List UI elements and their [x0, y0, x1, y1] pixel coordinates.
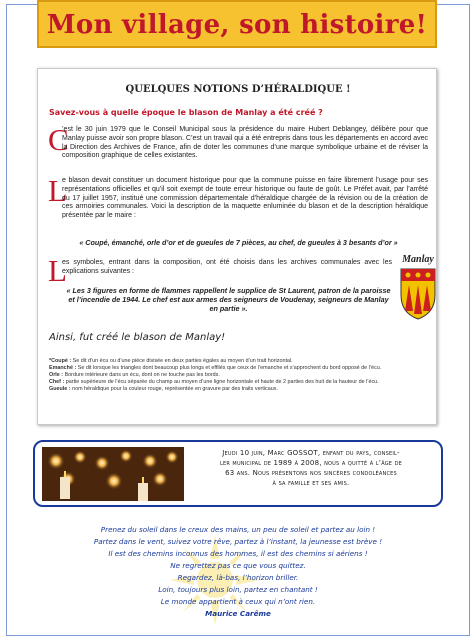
conclusion-line: Ainsi, fut créé le blason de Manlay!	[49, 332, 226, 343]
poem	[0, 524, 476, 620]
definition-item: Orle : Bordure intérieure dans un écu, dont on ne touche pas les bords.	[49, 372, 220, 378]
obituary-line: ler municipal de 1989 à 2008, nous a quitté à l’âge de	[219, 459, 403, 467]
obituary-line: Jeudi 10 juin, Marc GOSSOT, enfant du pays, conseil-	[222, 449, 400, 457]
title-banner	[37, 0, 437, 48]
poem-line: Loin, toujours plus loin, partez en chantant !	[158, 585, 318, 594]
poem-line: Prenez du soleil dans le creux des mains, un peu de soleil et partez au loin !	[100, 525, 376, 534]
poem-line: Partez dans le vent, suivez votre rêve, partez à l’instant, la jeunesse est brève !	[93, 537, 383, 546]
obituary-line: 63 ans. Nous présentons nos sincères condoléances	[225, 469, 397, 477]
definition-item: *Coupé : Se dit d’un écu ou d’une pièce divisée en deux parties égales au moyen d’un trait horizontal.	[49, 358, 293, 364]
symbols-explanation: « Les 3 figures en forme de flammes rappellent le supplice de St Laurent, patron de la paroisse et l’incendie de 1944. Le chef est aux armes des seigneurs de Voudenay, seigneurs de Manlay en partie ».	[66, 286, 391, 313]
candles-icon	[42, 447, 184, 501]
poem-line: Regardez, là-bas, l’horizon briller.	[177, 573, 299, 582]
section-title: QUELQUES NOTIONS D’HÉRALDIQUE !	[125, 84, 351, 95]
obituary-text	[188, 448, 434, 488]
definitions-list	[49, 358, 419, 393]
page-title: Mon village, son histoire!	[46, 10, 428, 40]
shield-icon	[396, 267, 440, 321]
definition-item: Emanché : Se dit lorsque les triangles dont beaucoup plus longs et effilés que ceux de l’emanche et s’approchent du bord opposé de l’écu.	[49, 365, 382, 371]
dropcap-3: L	[48, 253, 67, 288]
definition-item: Gueule : nom héraldique pour la couleur rouge, représentée en gravure par des traits verticaux.	[49, 386, 278, 392]
paragraph-2: e blason devait constituer un document historique pour que la commune puisse en faire librement l’usage pour ses représentations officielles et qu’il soit exempt de toute erreur historique ou faute de goût. Le Préfet avait, par l’arrêté du 17 juillet 1957, institué une commission départementale d’héraldique chargée de la révision ou de la création de ces armoiries communales. Voici la description de la maquette enluminée du blason et de la description héraldique présentée par le maire :	[62, 177, 428, 220]
dropcap-2: L	[48, 173, 67, 208]
paragraph-1: ’est le 30 juin 1979 que le Conseil Municipal sous la présidence du maire Hubert Deblangey, délibère pour que Manlay puisse avoir son propre blason. C’est un travail qui a été entrepris dans tous les départements en accord avec la Direction des Archives de France, afin de doter les communes d’une marque symbolique urbaine et de réviser la composition graphique de celles existantes.	[62, 126, 428, 160]
manlay-coat-of-arms	[396, 254, 440, 320]
paragraph-3: es symboles, entrant dans la composition, ont été choisis dans les archives communales avec les explications suivantes :	[62, 259, 392, 275]
poem-line: Le monde appartient à ceux qui n’ont rien.	[160, 597, 316, 606]
dropcap-1: C	[48, 122, 69, 157]
definition-item: Chef : partie supérieure de l’écu séparée du champ au moyen d’une ligne horizontale et haute de 2 parties des huit de la hauteur de l’écu.	[49, 379, 379, 385]
poem-line: Il est des chemins inconnus des hommes, il est des chemins si aériens !	[108, 549, 368, 558]
article-question: Savez-vous à quelle époque le blason de Manlay a été créé ?	[49, 108, 323, 117]
logo-label: Manlay	[402, 254, 434, 265]
obituary-line: à sa famille et ses amis.	[272, 479, 350, 487]
candles-image	[42, 447, 184, 501]
poem-author: Maurice Carême	[205, 609, 271, 618]
poem-line: Ne regrettez pas ce que vous quittez.	[170, 561, 306, 570]
blazon-description: « Coupé, émanché, orle d’or et de gueules de 7 pièces, au chef, de gueules à 3 besants d’or »	[79, 238, 398, 247]
